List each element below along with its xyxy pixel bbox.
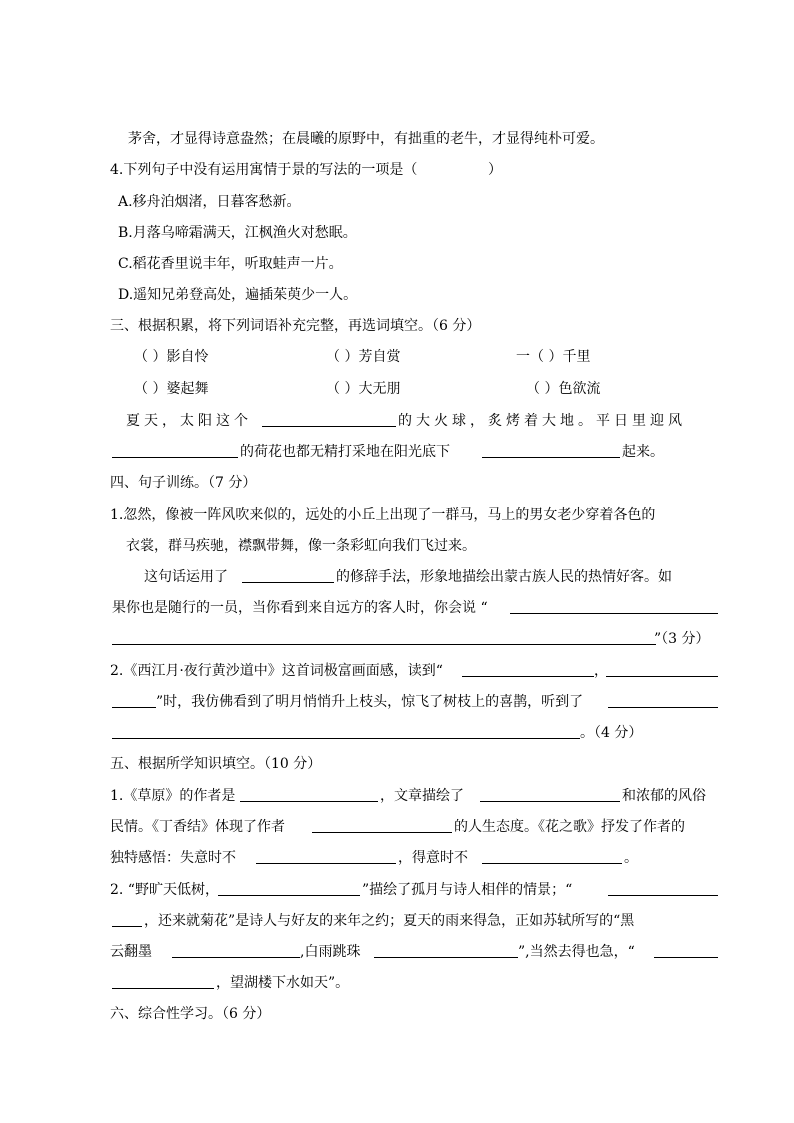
idiom-blank-2: （ ）芳自赏: [326, 349, 401, 365]
q5-2-text-3b: ,白雨跳珠: [300, 944, 361, 960]
answer-blank[interactable]: [112, 910, 142, 927]
answer-blank[interactable]: [482, 847, 622, 864]
answer-blank[interactable]: [608, 691, 718, 708]
q5-1-text-1c: 和浓郁的风俗: [622, 788, 706, 804]
option-c-text: C.稻花香里说丰年，听取蛙声一片。: [118, 256, 343, 272]
answer-blank[interactable]: [242, 566, 334, 583]
idiom-blank-4: （ ）婆起舞: [134, 381, 209, 397]
q4-2-comma: ，: [594, 663, 608, 679]
answer-blank[interactable]: [482, 441, 620, 458]
q4-2-text-1a: 2.《西江月·夜行黄沙道中》这首词极富画面感，读到“: [110, 663, 443, 679]
answer-blank[interactable]: [112, 691, 156, 708]
idiom-blank-5: （ ）大无朋: [326, 381, 401, 397]
section-4-title-text: 四、句子训练。（7 分）: [110, 475, 257, 491]
answer-blank[interactable]: [172, 941, 300, 958]
q4-1-score: ”（3 分）: [654, 631, 710, 647]
section-3-title-text: 三、根据积累，将下列词语补充完整，再选词填空。（6 分）: [110, 318, 481, 334]
answer-blank[interactable]: [240, 785, 378, 802]
q5-2-text-2: ，还来就菊花”是诗人与好友的来年之约；夏天的雨来得急，正如苏轼所写的“黑: [144, 913, 635, 929]
answer-blank[interactable]: [312, 816, 452, 833]
answer-blank[interactable]: [606, 660, 718, 677]
answer-blank[interactable]: [112, 628, 656, 645]
answer-blank[interactable]: [256, 847, 396, 864]
q5-2-text-1a: 2. “野旷天低树，: [110, 882, 219, 898]
q5-1-text-1a: 1.《草原》的作者是: [110, 788, 236, 804]
answer-blank[interactable]: [480, 785, 620, 802]
q5-2-text-4: ，望湖楼下水如天”。: [216, 975, 350, 991]
q5-1-text-3a: 独特感悟：失意时不: [110, 850, 236, 866]
answer-blank[interactable]: [112, 441, 238, 458]
q5-2-text-1b: ”描绘了孤月与诗人相伴的情景；“: [362, 882, 573, 898]
q5-2-text-3c: ”,当然去得也急，“: [518, 944, 635, 960]
answer-blank[interactable]: [510, 597, 718, 614]
question-4-stem: 4.下列句子中没有运用寓情于景的写法的一项是（: [110, 162, 418, 178]
fill-sentence-part-3: 的荷花也都无精打采地在阳光底下: [240, 444, 450, 460]
answer-blank[interactable]: [218, 879, 360, 896]
answer-blank[interactable]: [262, 410, 396, 427]
q4-1-text-2: 衣裳，群马疾驰，襟飘带舞，像一条彩虹向我们飞过来。: [126, 538, 476, 554]
section-6-title-text: 六、综合性学习。（6 分）: [110, 1006, 271, 1022]
option-d-text: D.遥知兄弟登高处，遍插茱萸少一人。: [118, 287, 358, 303]
q5-1-text-3b: ，得意时不: [398, 850, 468, 866]
q5-1-text-3c: 。: [624, 850, 638, 866]
q4-1-text-3a: 这句话运用了: [144, 569, 228, 585]
fill-sentence-part-2: 的大火球，炙烤着大地。平日里迎风: [398, 413, 686, 429]
option-a-text: A.移舟泊烟渚，日暮客愁新。: [118, 194, 301, 210]
q5-1-text-1b: ，文章描绘了: [380, 788, 464, 804]
question-4-stem-close: ）: [488, 162, 502, 178]
answer-blank[interactable]: [462, 660, 594, 677]
q4-1-text-4: 果你也是随行的一员，当你看到来自远方的客人时，你会说 “: [112, 600, 488, 616]
answer-blank[interactable]: [374, 941, 518, 958]
fill-sentence-part-1: 夏天，太阳这个: [126, 413, 252, 429]
answer-blank[interactable]: [654, 941, 718, 958]
answer-blank[interactable]: [112, 972, 214, 989]
option-b-text: B.月落乌啼霜满天，江枫渔火对愁眠。: [118, 225, 357, 241]
section-5-title-text: 五、根据所学知识填空。（10 分）: [110, 756, 322, 772]
q4-2-score: 。（4 分）: [580, 725, 643, 741]
poem-appreciation-text: 茅舍，才显得诗意盎然；在晨曦的原野中，有拙重的老牛，才显得纯朴可爱。: [128, 131, 604, 147]
q5-2-text-3a: 云翻墨: [110, 944, 152, 960]
answer-blank[interactable]: [112, 722, 580, 739]
idiom-blank-3: 一（ ）千里: [516, 349, 591, 365]
q5-1-text-2a: 民情。《丁香结》体现了作者: [110, 819, 285, 835]
q4-1-text-3b: 的修辞手法，形象地描绘出蒙古族人民的热情好客。如: [336, 569, 672, 585]
q4-1-text-1: 1.忽然，像被一阵风吹来似的，远处的小丘上出现了一群马，马上的男女老少穿着各色的: [110, 507, 656, 523]
fill-sentence-part-4: 起来。: [622, 444, 664, 460]
q4-2-text-2: ”时，我仿佛看到了明月悄悄升上枝头，惊飞了树枝上的喜鹊，听到了: [156, 694, 584, 710]
q5-1-text-2b: 的人生态度。《花之歌》抒发了作者的: [454, 819, 685, 835]
idiom-blank-1: （ ）影自怜: [134, 349, 209, 365]
idiom-blank-6: （ ）色欲流: [526, 381, 601, 397]
answer-blank[interactable]: [608, 879, 718, 896]
